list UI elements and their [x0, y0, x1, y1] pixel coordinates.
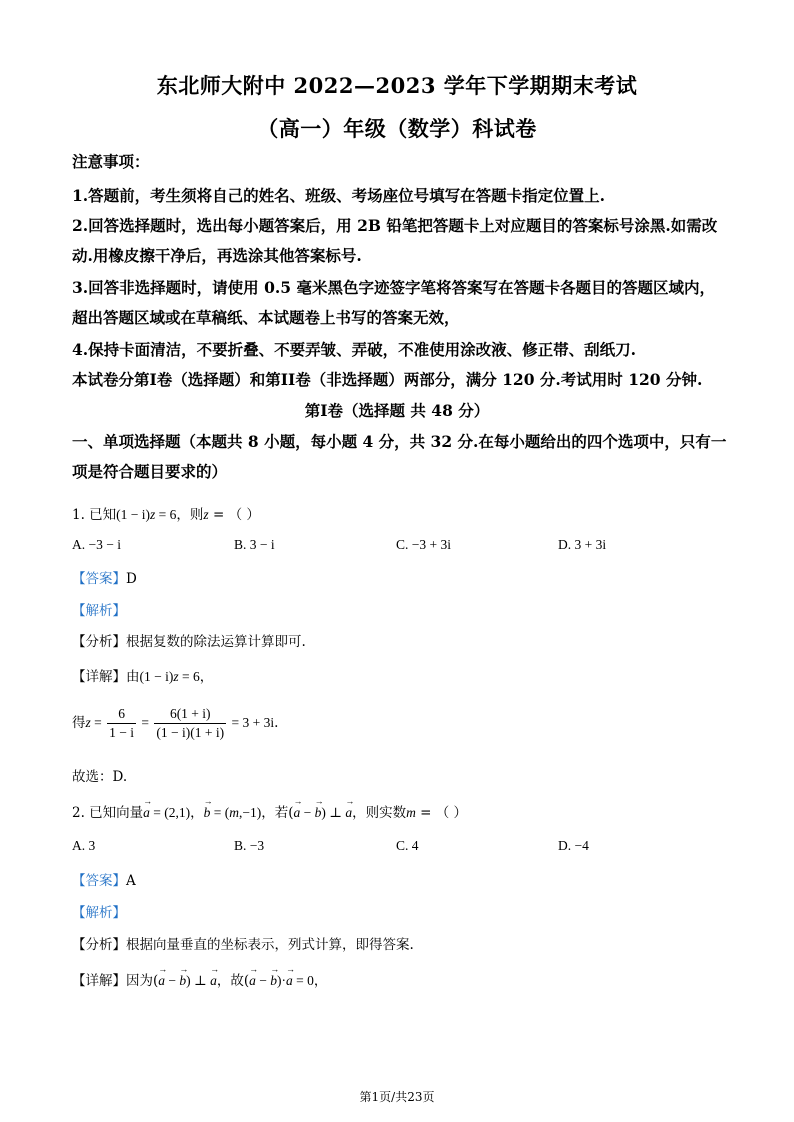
q1-option-d: D. 3 + 3i — [558, 537, 607, 552]
detail-tag: 【详解】 — [72, 973, 126, 989]
section-title: 第I卷（选择题 共 48 分） — [304, 401, 490, 420]
page-number: 第1页/共23页 — [359, 1090, 435, 1104]
q1-answer: 【答案】D — [72, 571, 137, 587]
detail-tag: 【详解】 — [72, 669, 126, 685]
fenxi-tag: 【分析】 — [72, 634, 126, 650]
exam-title: 东北师大附中 2022—2023 学年下学期期末考试 — [156, 73, 638, 98]
q2-option-d: D. −4 — [558, 838, 589, 853]
notice-item-2b: 动.用橡皮擦干净后，再选涂其他答案标号. — [72, 246, 362, 265]
q1-option-c: C. −3 + 3i — [396, 537, 451, 552]
notice-item-1: 1.答题前，考生须将自己的姓名、班级、考场座位号填写在答题卡指定位置上. — [72, 186, 606, 205]
question-1-stem: 1. 已知(1 − i)z = 6，则z = （ ） — [72, 507, 260, 523]
notice-heading: 注意事项： — [72, 152, 150, 171]
fenxi-tag: 【分析】 — [72, 937, 126, 953]
answer-tag: 【答案】 — [72, 873, 126, 889]
notice-item-2a: 2.回答选择题时，选出每小题答案后，用 2B 铅笔把答题卡上对应题目的答案标号涂黑.如需改 — [72, 216, 718, 235]
q1-analysis — [72, 599, 732, 619]
q2-option-b: B. −3 — [234, 838, 265, 853]
q1-conclusion: 故选：D. — [72, 769, 128, 785]
notice-summary: 本试卷分第I卷（选择题）和第II卷（非选择题）两部分，满分 120 分.考试用时 120 分钟. — [72, 370, 703, 389]
q2-option-a: A. 3 — [72, 838, 96, 853]
notice-item-3a: 3.回答非选择题时，请使用 0.5 毫米黑色字迹签字笔将答案写在答题卡各题目的答题区域内， — [72, 278, 715, 297]
q2-option-c: C. 4 — [396, 838, 419, 853]
q1-option-b: B. 3 − i — [234, 537, 275, 552]
q2-detail: 【详解】因为(→ a − → b) ⊥ → a，故(→ a − → b)·→ a = 0， — [72, 969, 732, 989]
section-desc-a: 一、单项选择题（本题共 8 小题，每小题 4 分，共 32 分.在每小题给出的四个选项中，只有一 — [72, 432, 727, 451]
q1-derivation: 得z = $\frac{6}{1 - i}$ = $\frac{6(1 + i)}{(1 - i)(1 + i)}$ = 3 + 3i. — [72, 706, 279, 740]
exam-subtitle: （高一）年级（数学）科试卷 — [257, 116, 537, 141]
q1-detail: 【详解】由(1 − i)z = 6， — [72, 669, 214, 685]
fraction-2: $\frac{6(1 + i)}{(1 - i)(1 + i)}$ — [156, 706, 225, 740]
q1-fenxi: 【分析】根据复数的除法运算计算即可. — [72, 634, 306, 650]
q1-option-a: A. −3 − i — [72, 537, 121, 552]
q2-fenxi: 【分析】根据向量垂直的坐标表示，列式计算，即得答案. — [72, 937, 414, 953]
notice-item-4: 4.保持卡面清洁，不要折叠、不要弄皱、弄破，不准使用涂改液、修正帯、刮纸刀. — [72, 340, 637, 359]
fraction-1: $\frac{6}{1 - i}$ — [109, 706, 135, 740]
answer-tag: 【答案】 — [72, 571, 126, 587]
analysis-tag: 【解析】 — [72, 905, 126, 921]
notice-item-3b: 超出答题区域或在草稿纸、本试题卷上书写的答案无效， — [72, 308, 460, 327]
q2-answer: 【答案】A — [72, 873, 136, 889]
section-desc-b: 项是符合题目要求的） — [72, 462, 228, 481]
analysis-tag: 【解析】 — [72, 603, 126, 619]
q2-analysis — [72, 901, 732, 921]
question-2-stem: 2. 已知向量→ a = (2,1)，→ b = (m,−1)，若(→ a − → b) ⊥ → a，则实数m = （ ） — [72, 801, 732, 821]
